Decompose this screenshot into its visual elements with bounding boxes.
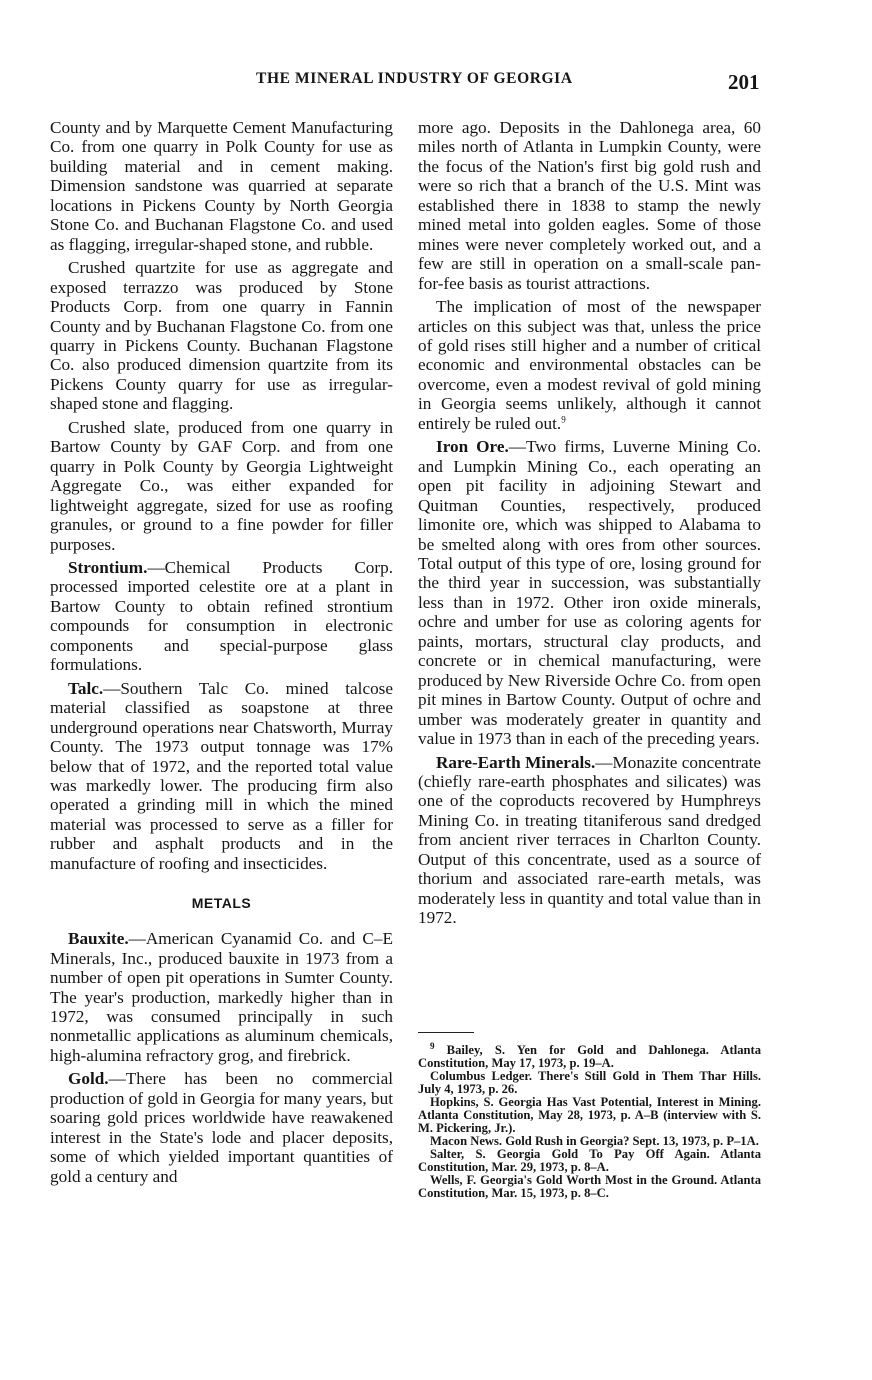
paragraph-body: —Southern Talc Co. mined talcose material classified as soapstone at three underground operations near Chatsworth, Murray County. The 1973 output tonnage was 17% below that of 1972, and the reported total value was markedly lower. The producing firm also operated a grinding mill in which the mined material was processed to serve as a filler for rubber and asphalt products and in the manufacture of roofing and insecticides. <box>50 678 393 873</box>
footnote: Salter, S. Georgia Gold To Pay Off Again. Atlanta Constitution, Mar. 29, 1973, p. 8–A. <box>418 1147 761 1174</box>
paragraph: Crushed slate, produced from one quarry in Bartow County by GAF Corp. and from one quarry in Polk County by Georgia Lightweight Aggregate Co., was either expanded for lightweight aggregate, sized for use as roofing granules, or ground to a fine powder for filler purposes. <box>50 417 393 554</box>
running-title: THE MINERAL INDUSTRY OF GEORGIA <box>256 70 573 87</box>
paragraph-lead: Bauxite. <box>68 929 129 949</box>
footnotes <box>418 1040 761 1200</box>
paragraph-lead: Gold. <box>68 1069 109 1089</box>
footnote <box>418 1040 761 1070</box>
paragraph-lead: Rare-Earth Minerals. <box>436 752 596 772</box>
paragraph: County and by Marquette Cement Manufacturing Co. from one quarry in Polk County for use as building material and in cement making. Dimension sandstone was quarried at separate locations in Pickens County by North Georgia Stone Co. and Buchanan Flagstone Co. and used as flagging, irregular-shaped stone, and rubble. <box>50 118 393 254</box>
footnote: Columbus Ledger. There's Still Gold in Them Thar Hills. July 4, 1973, p. 26. <box>418 1069 761 1096</box>
paragraph-body: —Chemical Products Corp. processed imported celestite ore at a plant in Bartow County to obtain refined strontium compounds for consumption in electronic components and special-purpose glass formulations. <box>50 557 393 675</box>
paragraph-gold <box>50 1069 393 1186</box>
footnote-reference: 9 <box>561 414 566 425</box>
footnote: Wells, F. Georgia's Gold Worth Most in the Ground. Atlanta Constitution, Mar. 15, 1973, p. 8–C. <box>418 1173 761 1200</box>
section-heading-metals: METALS <box>191 895 252 912</box>
footnote: Macon News. Gold Rush in Georgia? Sept. 13, 1973, p. P–1A. <box>430 1134 759 1148</box>
footnote-divider <box>418 1032 474 1033</box>
paragraph-lead: Iron Ore. <box>436 437 509 457</box>
paragraph-iron-ore <box>418 437 761 748</box>
paragraph-bauxite <box>50 929 393 1065</box>
paragraph-body: —American Cyanamid Co. and C–E Minerals, Inc., produced bauxite in 1973 from a number of open pit operations in Sumter County. The year's production, markedly higher than in 1972, was consumed principally in such nonmetallic applications as aluminum chemicals, high-alumina refractory grog, and firebrick. <box>50 929 393 1065</box>
left-column <box>50 118 393 1186</box>
right-column <box>418 118 761 928</box>
footnote-mark: 9 <box>430 1040 435 1051</box>
paragraph: Crushed quartzite for use as aggregate and exposed terrazzo was produced by Stone Products Corp. from one quarry in Fannin County and by Buchanan Flagstone Co. from one quarry in Pickens County. Buchanan Flagstone Co. also produced dimension quartzite from its Pickens County quarry for use as irregular-shaped stone and flagging. <box>50 258 393 414</box>
paragraph: more ago. Deposits in the Dahlonega area, 60 miles north of Atlanta in Lumpkin County, were the focus of the Nation's first big gold rush and were so rich that a branch of the U.S. Mint was established there in 1838 to stamp the newly mined metal into golden eagles. Some of those mines were never completely worked out, and a few are still in operation on a small-scale pan-for-fee basis as tourist attractions. <box>418 118 761 293</box>
paragraph-body: —There has been no commercial production of gold in Georgia for many years, but soaring gold prices worldwide have reawakened interest in the State's lode and placer deposits, some of which yielded important quantities of gold a century and <box>50 1069 393 1186</box>
paragraph-body: —Monazite concentrate (chiefly rare-earth phosphates and silicates) was one of the coproducts recovered by Humphreys Mining Co. in treating titaniferous sand dredged from ancient river terraces in Charlton County. Output of this concentrate, used as a source of thorium and associated rare-earth metals, was moderately less in quantity and total value than in 1972. <box>418 752 761 928</box>
paragraph-rare-earth <box>418 753 761 928</box>
paragraph-lead: Talc. <box>68 678 104 698</box>
paragraph-body: The implication of most of the newspaper articles on this subject was that, unless the price of gold rises still higher and a number of critical economic and environmental obstacles can be overcome, even a modest revival of gold mining in Georgia seems unlikely, although it cannot entirely be ruled out. <box>418 297 761 433</box>
footnote: Hopkins, S. Georgia Has Vast Potential, Interest in Mining. Atlanta Constitution, May 28, 1973, p. A–B (interview with S. M. Pickering, Jr.). <box>418 1095 761 1135</box>
footnote-text: Bailey, S. Yen for Gold and Dahlonega. Atlanta Constitution, May 17, 1973, p. 19–A. <box>418 1043 761 1070</box>
paragraph-talc <box>50 679 393 874</box>
paragraph-strontium <box>50 558 393 675</box>
paragraph-lead: Strontium. <box>68 557 148 577</box>
paragraph-body: —Two firms, Luverne Mining Co. and Lumpkin Mining Co., each operating an open pit facility in adjoining Stewart and Quitman Counties, respectively, produced limonite ore, which was shipped to Alabama to be smelted along with ores from other sources. Total output of this type of ore, losing ground for the third year in succession, was substantially less than in 1972. Other iron oxide minerals, ochre and umber for use as coloring agents for paints, mortars, structural clay products, and concrete or in chemical manufacturing, were produced by New Riverside Ochre Co. from open pit mines in Bartow County. Output of ochre and umber was moderately greater in quantity and value in 1973 than in each of the preceding years. <box>418 437 761 749</box>
paragraph <box>418 297 761 433</box>
page-number: 201 <box>728 70 760 94</box>
